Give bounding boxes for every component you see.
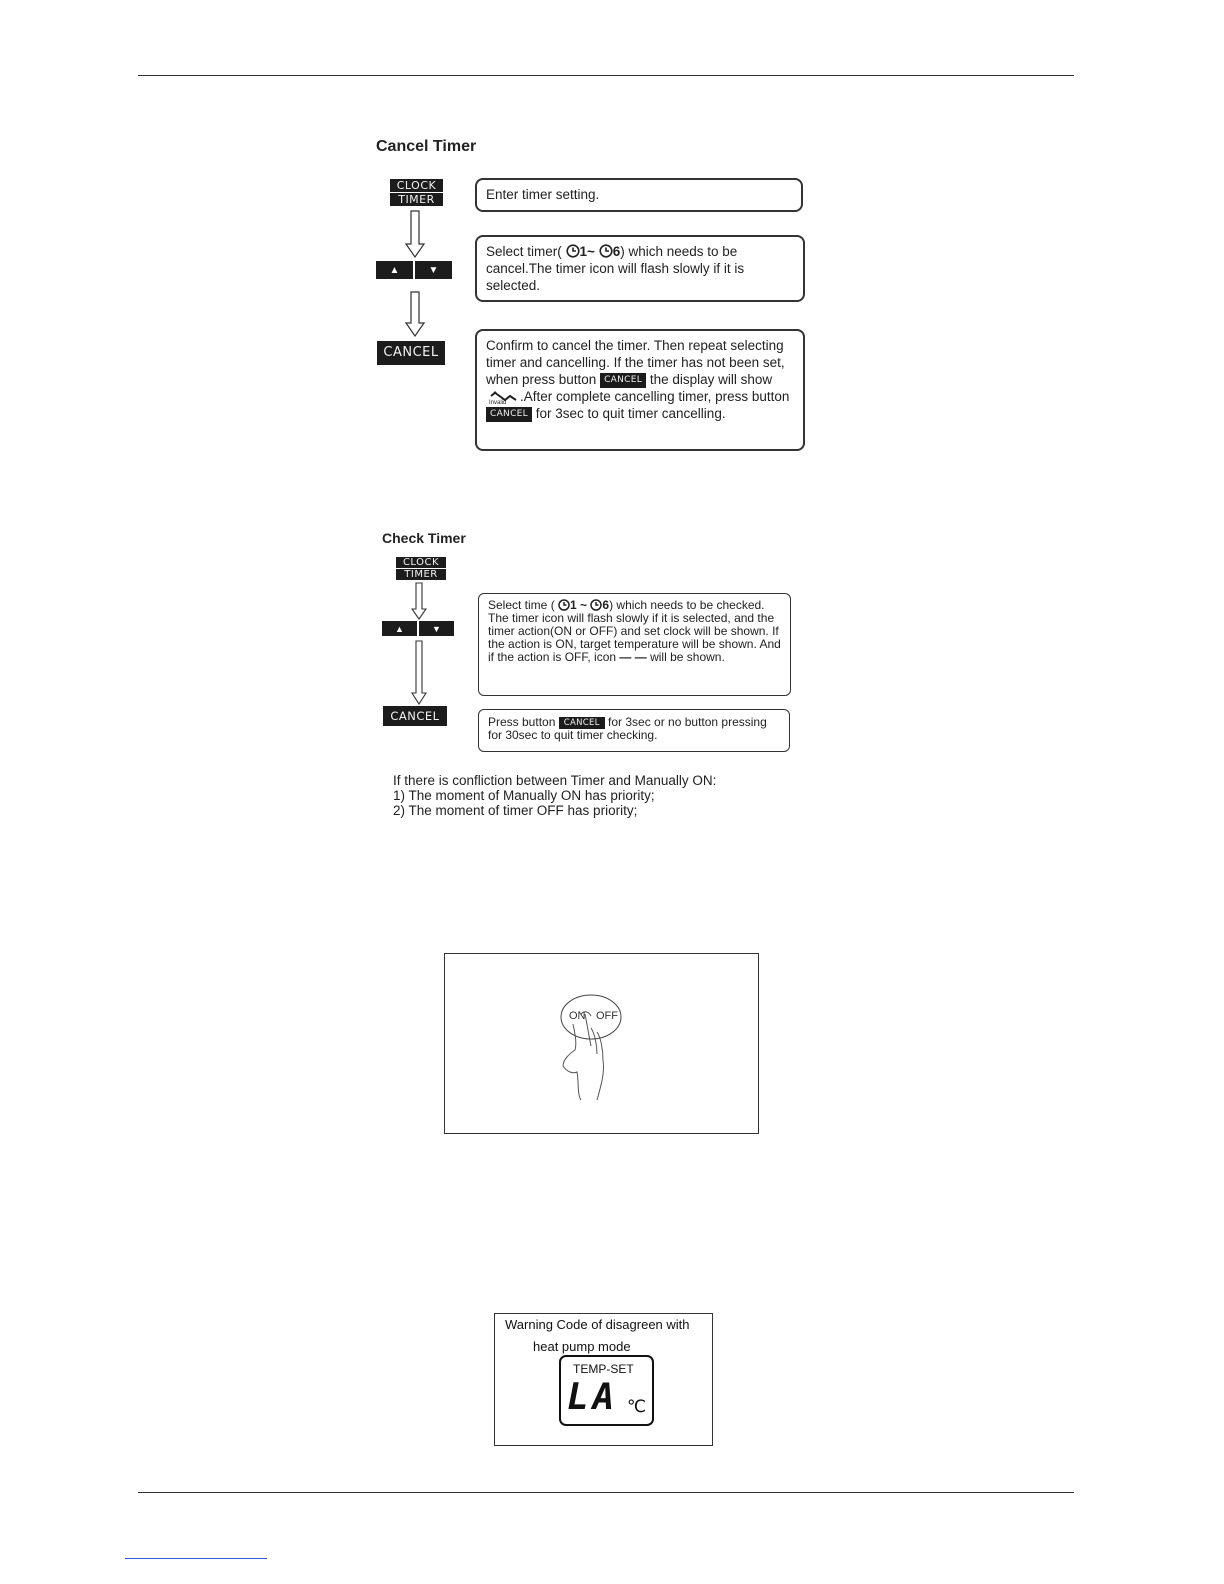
down-arrow-icon xyxy=(405,291,425,337)
up-down-keys xyxy=(382,621,454,636)
check-step-1 xyxy=(478,593,791,696)
cancel-step-1 xyxy=(475,178,803,212)
down-arrow-icon xyxy=(411,582,427,620)
cancel-step-2-range-end: 6 xyxy=(612,244,621,259)
check-step-1-text-a: Select time ( xyxy=(488,598,555,612)
conflict-note xyxy=(393,773,798,818)
up-down-keys xyxy=(376,261,452,279)
warning-code-figure xyxy=(494,1313,713,1446)
up-triangle-icon: ▲ xyxy=(382,621,417,636)
check-step-2 xyxy=(478,709,790,752)
clock-icon xyxy=(590,599,602,611)
celsius-unit: ℃ xyxy=(627,1397,647,1416)
header-rule xyxy=(138,75,1074,76)
cancel-step-2-text-a: Select timer( xyxy=(486,244,562,259)
temp-set-label: TEMP-SET xyxy=(573,1362,634,1376)
hand-pressing-onoff-icon xyxy=(445,954,760,1135)
conflict-note-line-3: 2) The moment of timer OFF has priority; xyxy=(393,803,638,818)
lcd-display xyxy=(559,1355,654,1426)
timer-key-label: TIMER xyxy=(396,568,446,580)
timer-key-label: TIMER xyxy=(390,192,443,206)
cancel-key: CANCEL xyxy=(383,706,447,726)
conflict-note-line-2: 1) The moment of Manually ON has priority; xyxy=(393,788,655,803)
warning-title-line-2: heat pump mode xyxy=(533,1339,631,1354)
off-label: OFF xyxy=(596,1010,618,1022)
cancel-step-3-text-c: .After complete cancelling timer, press button xyxy=(520,389,790,404)
cancel-timer-title: Cancel Timer xyxy=(376,138,477,155)
clock-icon xyxy=(558,599,570,611)
down-triangle-icon: ▼ xyxy=(419,621,454,636)
invalid-caption: Invalid xyxy=(489,399,507,406)
check-timer-title: Check Timer xyxy=(382,530,466,546)
check-step-1-text-c: will be shown. xyxy=(650,650,725,664)
inline-cancel-key: CANCEL xyxy=(559,717,605,729)
conflict-note-line-1: If there is confliction between Timer and Manually ON: xyxy=(393,773,717,788)
cancel-step-3-text-a: Confirm to cancel the timer. Then repeat selecting timer and cancelling. If the timer has not been set, when press button xyxy=(486,338,785,387)
check-step-1-text-b: ) which needs to be checked. The timer icon will flash slowly if it is selected, and the timer action(ON or OFF) and set clock will be shown. If the action is ON, target temperature will be shown. And if the action is OFF, icon xyxy=(488,598,781,664)
cancel-step-2-range-start: 1~ xyxy=(579,244,595,259)
cancel-key: CANCEL xyxy=(377,341,445,365)
clock-key-label: CLOCK xyxy=(396,557,446,568)
footer-link-underline[interactable] xyxy=(125,1558,267,1559)
down-arrow-icon xyxy=(405,210,425,258)
cancel-step-3 xyxy=(475,329,805,451)
onoff-figure xyxy=(444,953,759,1134)
clock-timer-key xyxy=(396,557,446,580)
clock-icon xyxy=(566,244,580,258)
cancel-step-2 xyxy=(475,235,805,302)
check-step-2-text-b: for 3sec or no button pressing for 30sec to quit timer checking. xyxy=(488,715,767,742)
check-step-1-range-end: 6 xyxy=(602,598,610,612)
clock-icon xyxy=(599,244,613,258)
up-triangle-icon: ▲ xyxy=(376,261,413,279)
on-label: ON xyxy=(569,1010,586,1022)
inline-cancel-key: CANCEL xyxy=(600,373,646,388)
invalid-display-icon xyxy=(486,390,520,405)
inline-cancel-key: CANCEL xyxy=(486,407,532,422)
warning-title-line-1: Warning Code of disagreen with xyxy=(505,1317,690,1332)
check-step-2-text-a: Press button xyxy=(488,715,556,729)
dash-icon: — — xyxy=(619,650,647,664)
cancel-step-3-text-d: for 3sec to quit timer cancelling. xyxy=(535,406,726,421)
check-step-1-range-start: 1 ~ xyxy=(570,598,588,612)
clock-timer-key xyxy=(390,179,443,206)
down-arrow-icon xyxy=(411,640,427,705)
cancel-step-3-text-b: the display will show xyxy=(649,372,773,387)
down-triangle-icon: ▼ xyxy=(415,261,452,279)
clock-key-label: CLOCK xyxy=(390,179,443,192)
warning-code: LA xyxy=(567,1377,619,1418)
footer-rule xyxy=(138,1492,1074,1493)
cancel-step-1-text: Enter timer setting. xyxy=(486,187,600,202)
cancel-step-2-text-b: ) which needs to be cancel.The timer icon will flash slowly if it is selected. xyxy=(486,244,745,293)
